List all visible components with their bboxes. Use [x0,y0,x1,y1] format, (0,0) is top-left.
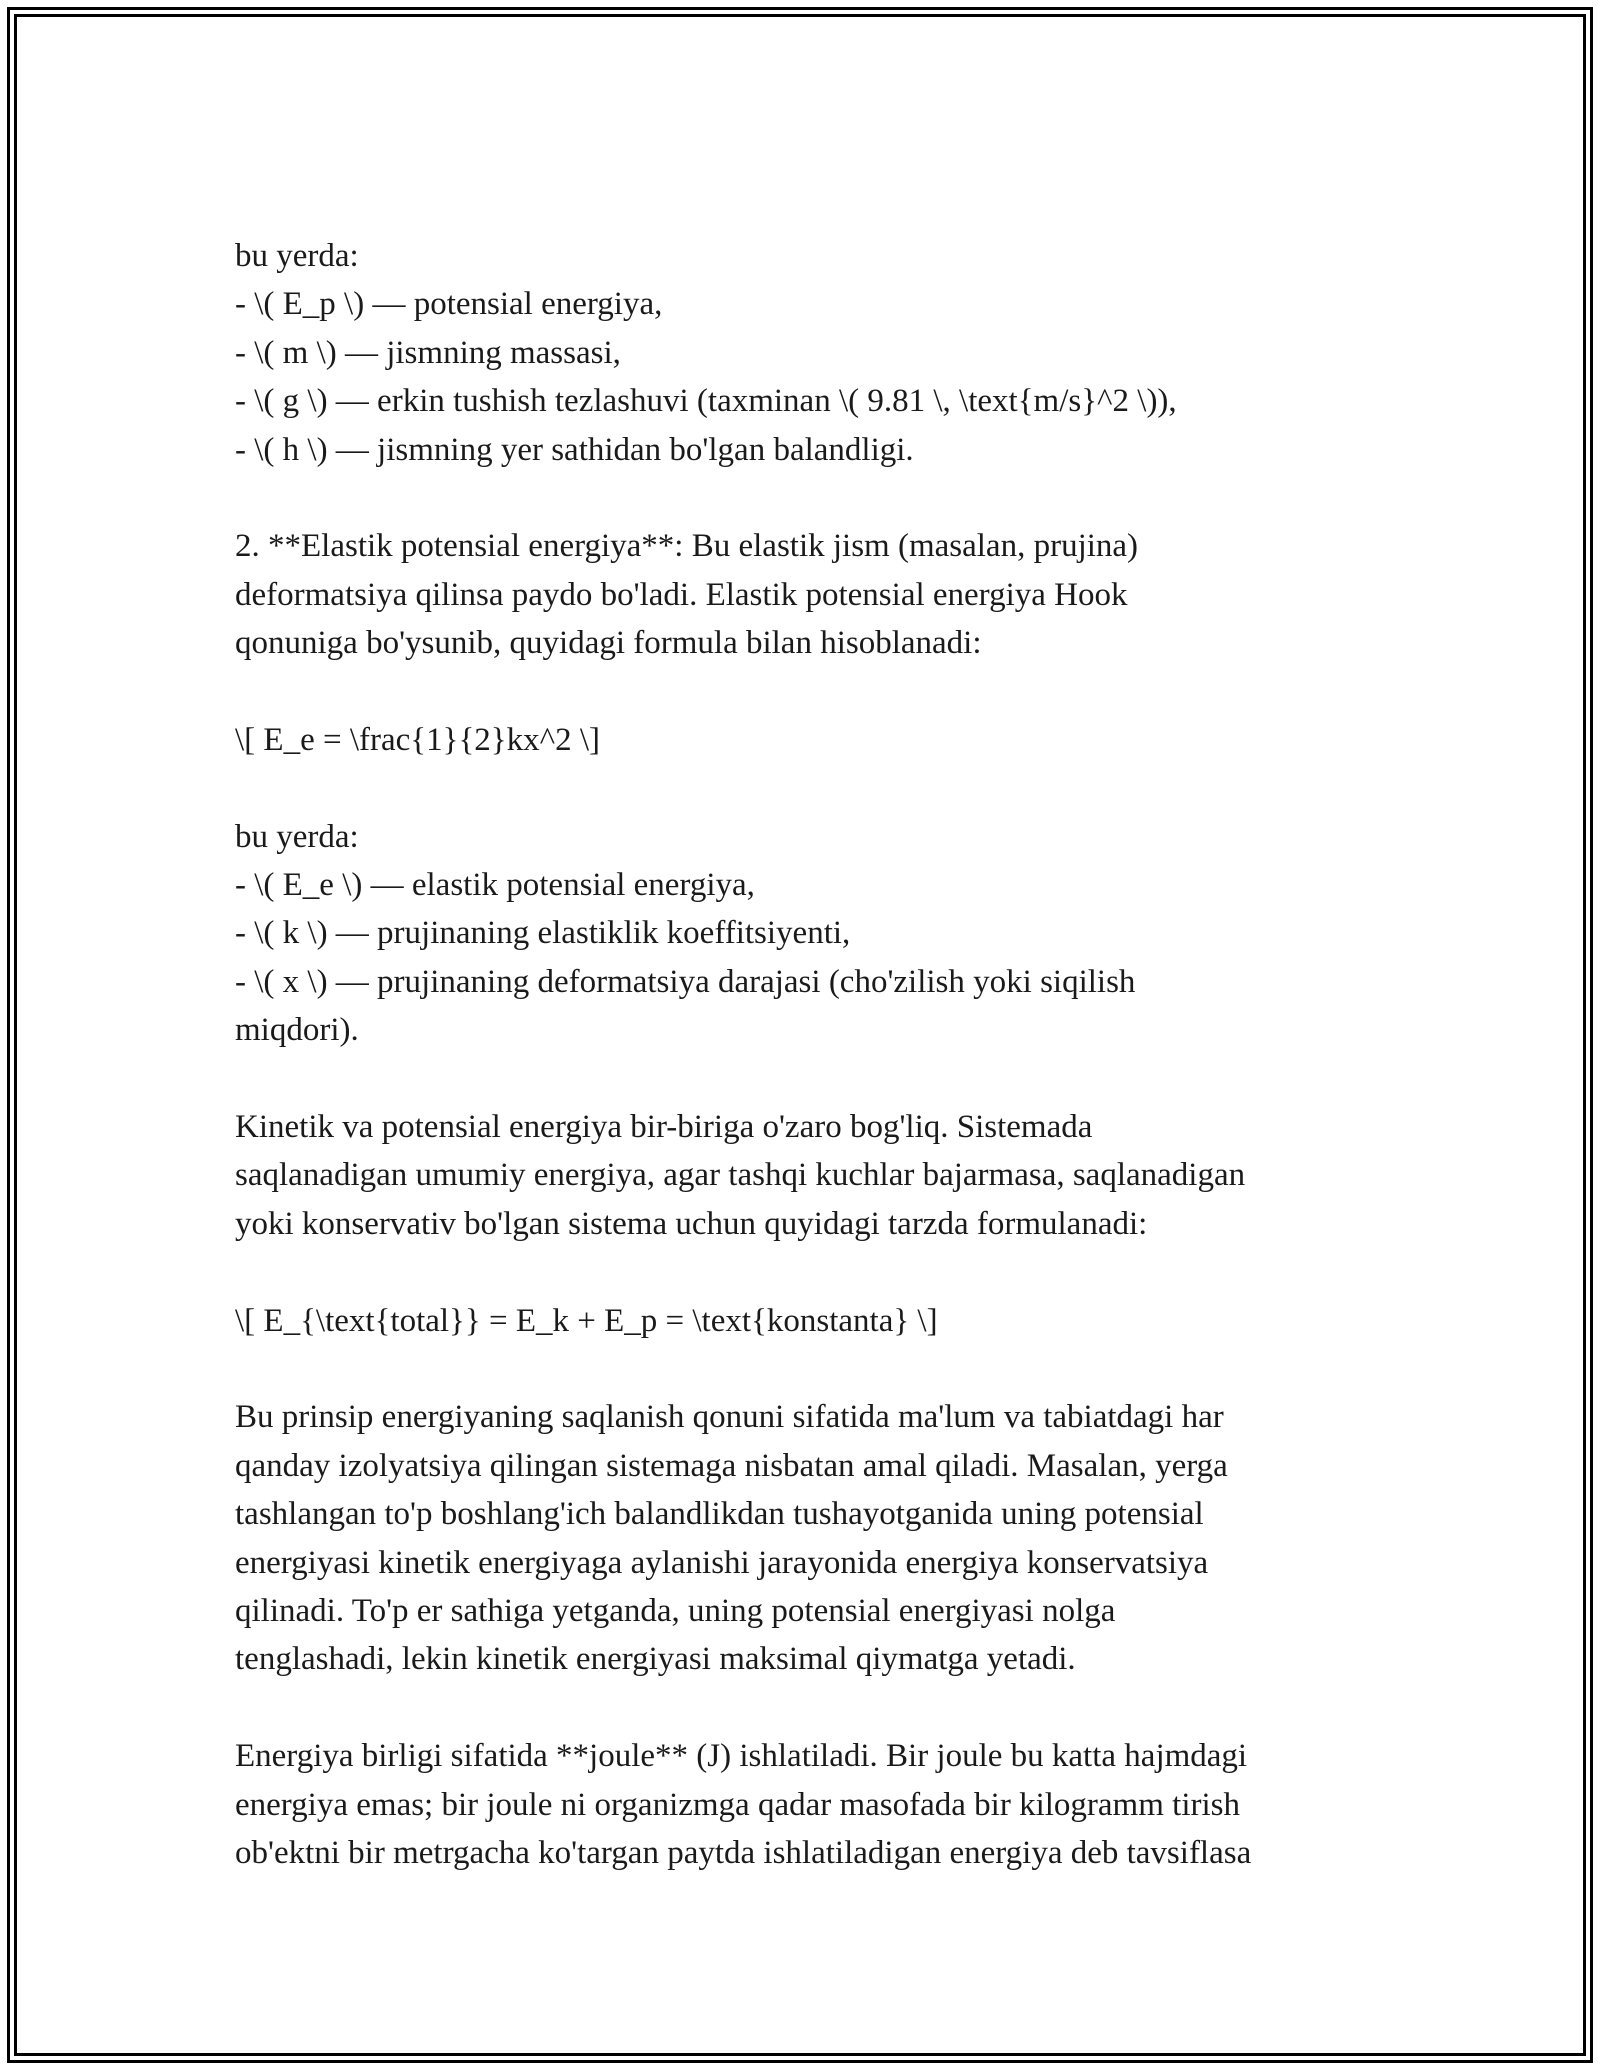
text-line: qilinadi. To'p er sathiga yetganda, uning potensial energiyasi nolga [235,1592,1116,1629]
text-line: - \( E_p \) — potensial energiya, [235,286,663,323]
text-line: energiyasi kinetik energiyaga aylanishi jarayonida energiya konservatsiya [235,1544,1209,1581]
paragraph-gap [235,474,1375,522]
text-line: Energiya birligi sifatida **joule** (J) ishlatiladi. Bir joule bu katta hajmdagi [235,1738,1248,1775]
text-line: deformatsiya qilinsa paydo bo'ladi. Elastik potensial energiya Hook [235,576,1128,613]
formula-line: \[ E_{\text{total}} = E_k + E_p = \text{konstanta} \] [235,1302,938,1339]
text-line: tenglashadi, lekin kinetik energiyasi maksimal qiymatga yetadi. [235,1641,1076,1678]
paragraph-gap [235,1248,1375,1296]
paragraph-gap [235,668,1375,716]
text-line: ob'ektni bir metrgacha ko'targan paytda ishlatiladigan energiya deb tavsiflasa [235,1834,1252,1871]
text-line: tashlangan to'p boshlang'ich balandlikdan tushayotganida uning potensial [235,1496,1204,1533]
text-line: Bu prinsip energiyaning saqlanish qonuni sifatida ma'lum va tabiatdagi har [235,1399,1224,1436]
text-line: bu yerda: [235,238,359,274]
text-line: saqlanadigan umumiy energiya, agar tashqi kuchlar bajarmasa, saqlanadigan [235,1157,1246,1194]
text-line: - \( h \) — jismning yer sathidan bo'lgan balandligi. [235,431,914,468]
text-line: qanday izolyatsiya qilingan sistemaga nisbatan amal qiladi. Masalan, yerga [235,1447,1228,1484]
paragraph-gap [235,1055,1375,1103]
text-line: - \( m \) — jismning massasi, [235,334,621,371]
document-body [235,232,1375,1877]
text-line: - \( x \) — prujinaning deformatsiya darajasi (cho'zilish yoki siqilish [235,963,1136,1000]
paragraph-gap [235,1345,1375,1393]
text-line: yoki konservativ bo'lgan sistema uchun quyidagi tarzda formulanadi: [235,1205,1148,1242]
text-line: energiya emas; bir joule ni organizmga qadar masofada bir kilogramm tirish [235,1786,1240,1823]
text-line: bu yerda: [235,818,359,855]
paragraph-gap [235,764,1375,812]
text-line: - \( k \) — prujinaning elastiklik koeffitsiyenti, [235,915,851,952]
text-line: - \( E_e \) — elastik potensial energiya, [235,867,755,904]
formula-line: \[ E_e = \frac{1}{2}kx^2 \] [235,721,601,758]
text-line: qonuniga bo'ysunib, quyidagi formula bilan hisoblanadi: [235,625,982,662]
text-line: miqdori). [235,1012,359,1049]
text-line: - \( g \) — erkin tushish tezlashuvi (taxminan \( 9.81 \, \text{m/s}^2 \)), [235,383,1177,420]
text-line: 2. **Elastik potensial energiya**: Bu elastik jism (masalan, prujina) [235,528,1139,565]
text-line: Kinetik va potensial energiya bir-biriga o'zaro bog'liq. Sistemada [235,1109,1093,1146]
paragraph-gap [235,1684,1375,1732]
